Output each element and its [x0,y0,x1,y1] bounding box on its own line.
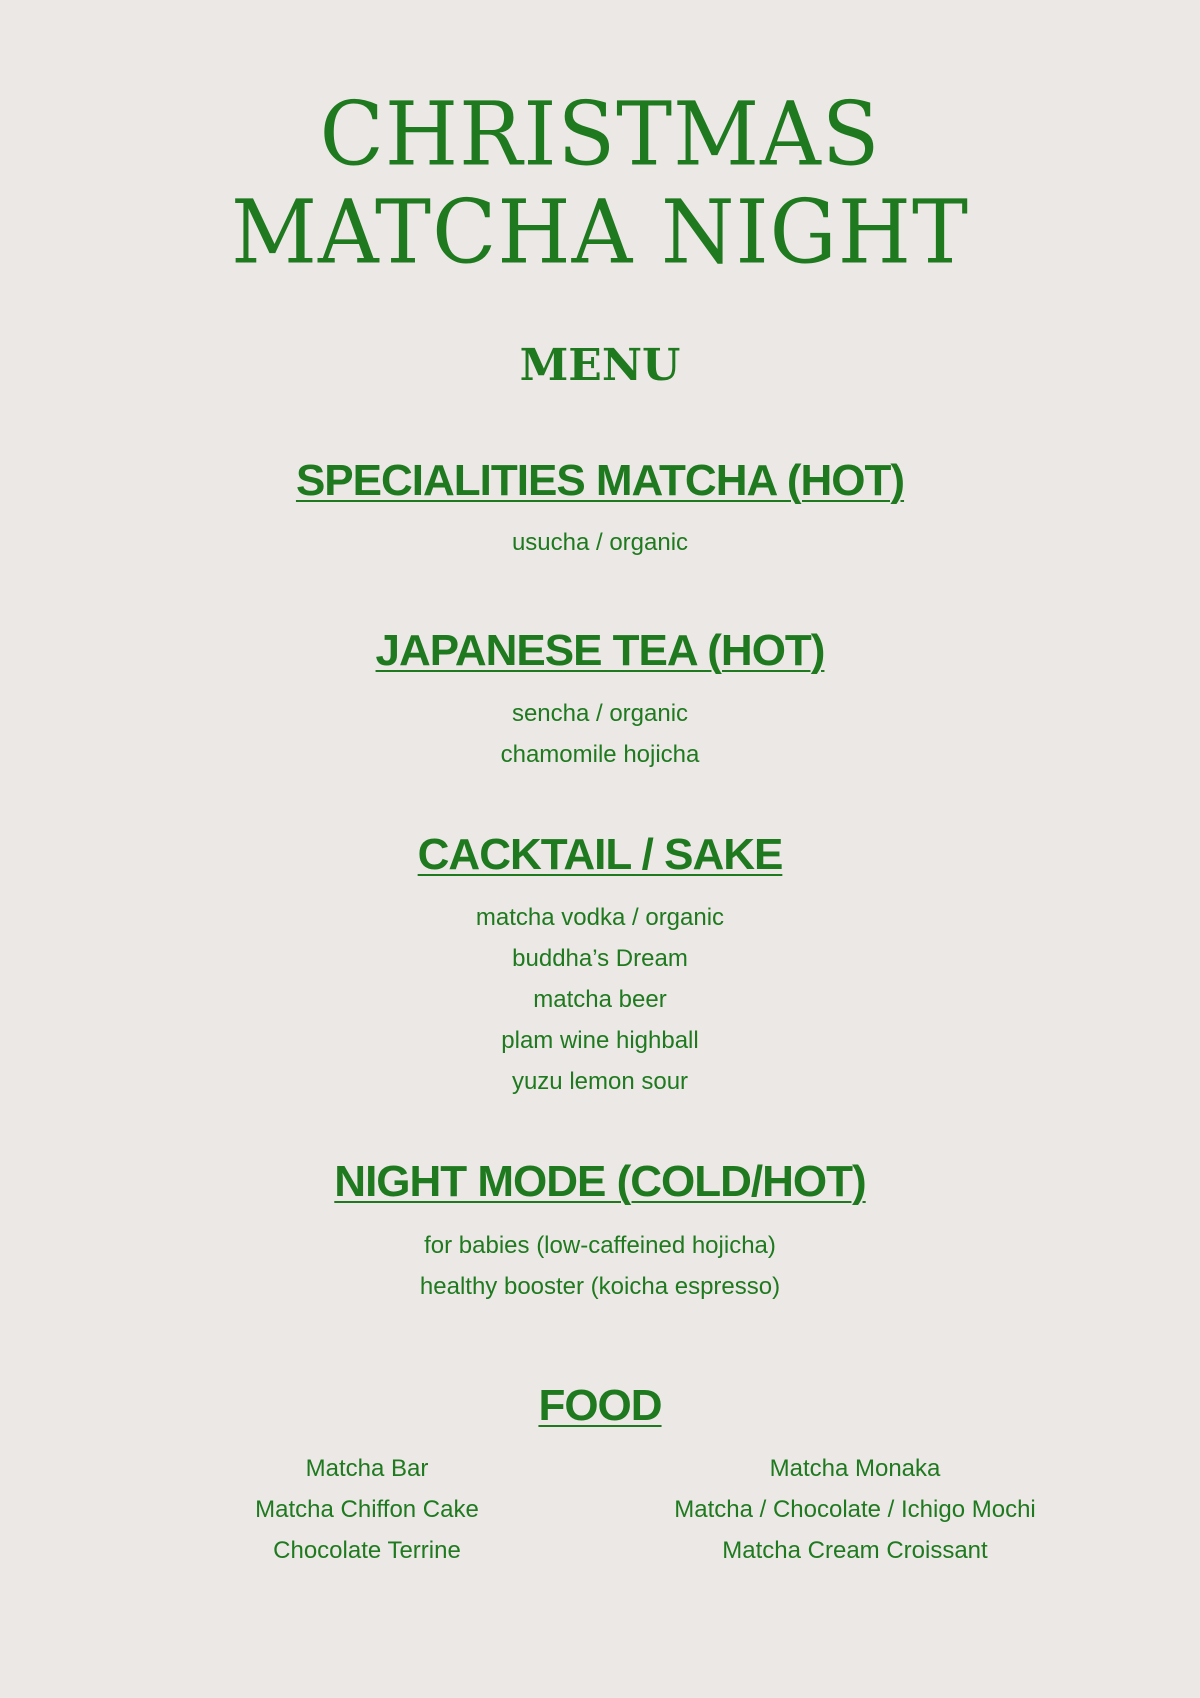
section-items-night-mode [0,1225,1200,1307]
menu-item: chamomile hojicha [500,741,700,768]
section-heading-japanese-tea: JAPANESE TEA (HOT) [375,626,825,675]
section-heading-specialities-matcha: SPECIALITIES MATCHA (HOT) [295,456,905,505]
section-heading-night-mode: NIGHT MODE (COLD/HOT) [334,1157,866,1206]
food-item: Chocolate Terrine [273,1537,461,1564]
food-item: Matcha Monaka [769,1455,941,1482]
menu-item: for babies (low-caffeined hojicha) [424,1232,776,1259]
menu-item: usucha / organic [511,529,689,556]
section-items-specialities-matcha [0,522,1200,563]
section-items-cocktail-sake [0,897,1200,1102]
title-line-2: MATCHA NIGHT [230,180,970,284]
food-item: Matcha / Chocolate / Ichigo Mochi [674,1496,1036,1523]
menu-item: sencha / organic [511,700,689,727]
menu-item: matcha beer [533,986,667,1013]
menu-item: matcha vodka / organic [475,904,725,931]
food-item: Matcha Chiffon Cake [255,1496,479,1523]
food-item: Matcha Bar [305,1455,429,1482]
section-heading-food: FOOD [538,1381,662,1430]
title-line-1: CHRISTMAS [319,82,881,186]
section-heading-cocktail-sake: CACKTAIL / SAKE [417,830,783,879]
food-item: Matcha Cream Croissant [722,1537,988,1564]
menu-item: buddha’s Dream [512,945,688,972]
menu-item: yuzu lemon sour [511,1068,689,1095]
menu-label: MENU [519,340,681,391]
menu-item: healthy booster (koicha espresso) [419,1273,781,1300]
food-items-right [630,1448,1080,1571]
section-items-japanese-tea [0,693,1200,775]
menu-item: plam wine highball [501,1027,699,1054]
food-items-left [200,1448,534,1571]
